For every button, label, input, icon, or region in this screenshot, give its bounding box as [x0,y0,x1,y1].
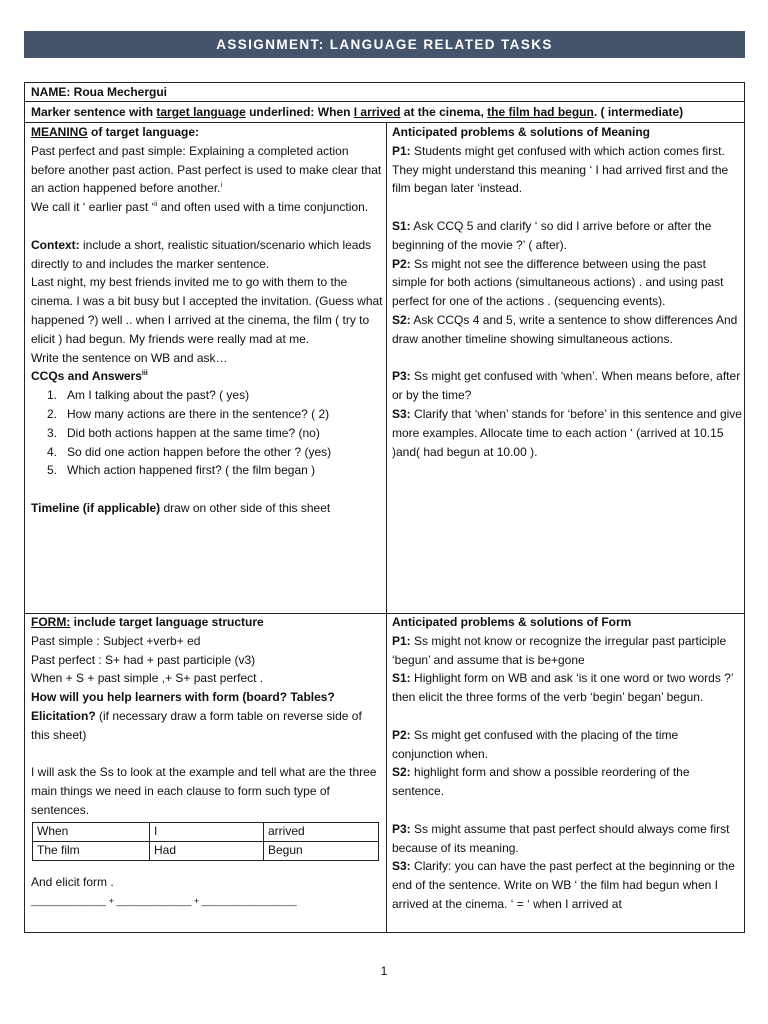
problems-meaning-heading: Anticipated problems & solutions of Meaning [392,125,651,139]
pf-s3: S3: Clarify: you can have the past perfect at the beginning or the end of the sentence. Write on WB ‘ the film had begun when I arrived at the cinema. ‘ = ‘ when I arrived at [392,859,735,911]
problems-form-heading: Anticipated problems & solutions of Form [392,615,632,629]
marker-mid2: at the cinema, [400,105,488,119]
marker-target-phrase: target language [156,105,246,119]
meaning-cell [31,123,383,518]
pm-s3: S3: Clarify that ‘when’ stands for ‘before’ in this sentence and give more examples. Allocate time to each action ‘ (arrived at 10.15 )and( had begun at 10.00 ). [392,406,742,459]
marker-middle: underlined: When [245,105,354,119]
problems-meaning-cell [392,123,742,461]
endnote-marker-i: i [220,182,223,190]
timeline-note: Timeline (if applicable) draw on other side of this sheet [31,500,331,515]
assignment-table [24,82,745,933]
pf-p2: P2: Ss might get confused with the placing of the time conjunction when. [392,727,679,761]
table-cell: Begun [264,841,379,860]
pm-s2: S2: Ask CCQs 4 and 5, write a sentence to show differences And draw another timeline showing simultaneous actions. [392,312,738,346]
ccq-list [31,386,383,480]
meaning-earlier-past: We call it ‘ earlier past ‘$^{ii}$ and often used with a time conjunction. [31,200,369,215]
meaning-context: Context: include a short, realistic situation/scenario which leads directly to and includes the marker sentence. [31,237,372,271]
table-cell: When [33,822,150,841]
meaning-definition: Past perfect and past simple: Explaining a completed action before another past action. Past perfect is used to make clear that an action happened before another.$^i$ [31,143,382,196]
ccq-item: 5. Which action happened first? ( the film began ) [46,463,316,478]
marker-sentence-row [25,102,744,123]
ccq-item: 2. How many actions are there in the sentence? ( 2) [46,406,330,421]
form-when-pattern: When + S + past simple ,+ S+ past perfect . [31,671,264,686]
pm-p2: P2: Ss might not see the difference between using the past simple for both actions (simultaneous actions) . and using past perfect for one of the actions . (sequencing events). [392,256,724,309]
marker-underline-1: I arrived [353,105,401,119]
meaning-heading: MEANING of target language: [31,125,200,139]
pm-p3: P3: Ss might get confused with ‘when’. When means before, after or by the time? [392,369,741,403]
form-help-question: How will you help learners with form (board? Tables? Elicitation? (if necessary draw a form table on reverse side of this sheet) [31,690,362,742]
pm-s1: S1: Ask CCQ 5 and clarify ‘ so did I arrive before or after the beginning of the movie ?’ ( after). [392,218,712,252]
table-cell: The film [33,841,150,860]
page-number: 1 [380,964,388,978]
pf-s1: S1: Highlight form on WB and ask ‘is it one word or two words ?’ then elicit the three forms of the verb ‘begin’ began’ begun. [392,671,734,705]
table-cell: Had [150,841,264,860]
form-past-simple: Past simple : Subject +verb+ ed [31,633,201,648]
meaning-wb-instruction: Write the sentence on WB and ask… [31,350,228,365]
marker-prefix: Marker sentence with [31,105,157,119]
form-heading: FORM: include target language structure [31,615,264,629]
endnote-marker-iii: iii [141,370,148,378]
ccq-item: 3. Did both actions happen at the same time? (no) [46,425,320,440]
form-ask-instruction: I will ask the Ss to look at the example and tell what are the three main things we need in each clause to form such type of sentences. [31,765,377,817]
marker-suffix: . ( intermediate) [593,105,684,119]
table-row [33,822,379,841]
pf-p3: P3: Ss might assume that past perfect should always come first because of its meaning. [392,821,730,855]
marker-underline-2: the film had begun [487,105,594,119]
ccq-heading: CCQs and Answers$^{iii}$ [31,369,148,384]
endnote-marker-ii: ii [154,201,158,209]
form-blanks: _______________ + _______________ + ___________________ [31,895,297,906]
ccq-item: 4. So did one action happen before the other ? (yes) [46,444,332,459]
document-title-banner: ASSIGNMENT: LANGUAGE RELATED TASKS [24,31,745,58]
problems-form-cell [392,613,742,914]
table-cell: I [150,822,264,841]
pf-s2: S2: highlight form and show a possible reordering of the sentence. [392,765,690,799]
table-cell: arrived [264,822,379,841]
student-name: NAME: Roua Mechergui [25,83,744,102]
column-divider [386,123,387,932]
pf-p1: P1: Ss might not know or recognize the irregular past participle ‘begun’ and assume that is be+gone [392,633,727,667]
ccq-item: 1. Am I talking about the past? ( yes) [46,388,250,403]
table-row [33,841,379,860]
form-cell [31,613,383,910]
pm-p1: P1: Students might get confused with which action comes first. They might understand this meaning ‘ I had arrived first and the film began later ‘instead. [392,143,729,196]
form-past-perfect: Past perfect : S+ had + past participle (v3) [31,652,256,667]
form-table [32,822,379,861]
form-elicit: And elicit form . [31,874,114,889]
meaning-story: Last night, my best friends invited me to go with them to the cinema. I was a bit busy but I accepted the invitation. (Guess what happened ?) well .. when I arrived at the cinema, the film ( try to elicit ) had begun. My friends were really mad at me. [31,275,383,346]
